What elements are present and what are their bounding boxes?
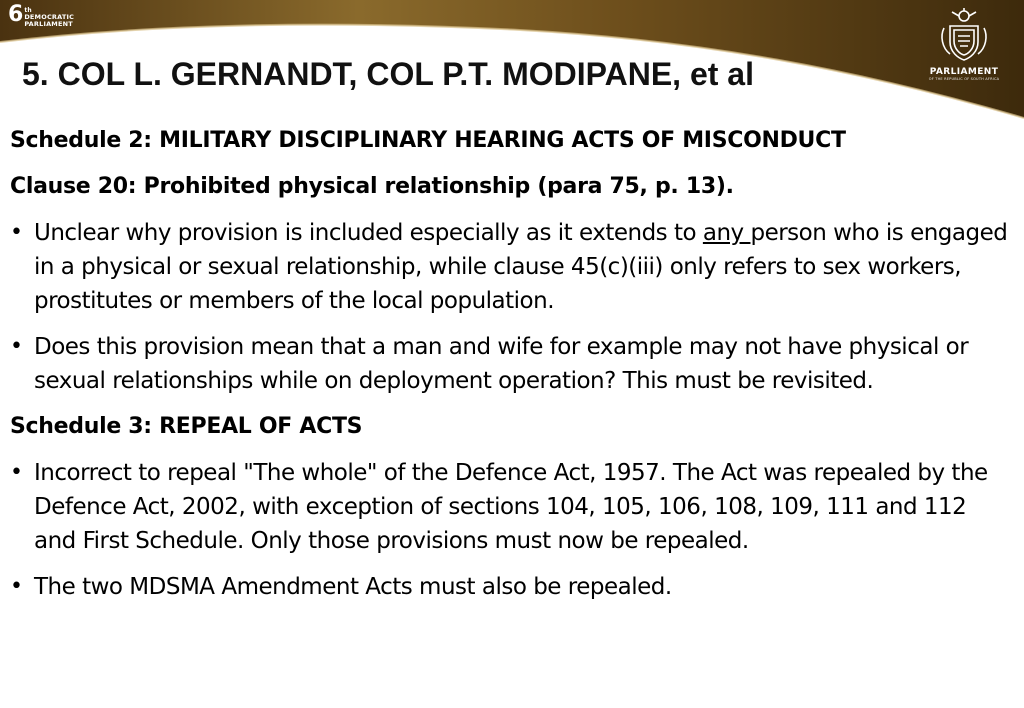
slide-body <box>10 124 1010 616</box>
bullet-glyph: • <box>10 574 23 599</box>
bullet-glyph: • <box>10 460 23 485</box>
crest-label: PARLIAMENT <box>929 67 999 77</box>
clause20-heading: Clause 20: Prohibited physical relationship (para 75, p. 13). <box>10 174 734 199</box>
parliament-crest <box>928 8 1000 92</box>
bullet3-text: Incorrect to repeal "The whole" of the Defence Act, 1957. The Act was repealed by the Defence Act, 2002, with exception of sections 104, 105, 106, 108, 109, 111 and 112 and First Schedule. Only those provisions must now be repealed. <box>34 460 988 554</box>
bullet-glyph: • <box>10 334 23 359</box>
bullet-item <box>10 456 1010 558</box>
bullet-glyph: • <box>10 220 23 245</box>
bullet-item <box>10 330 1010 398</box>
crest-sublabel: OF THE REPUBLIC OF SOUTH AFRICA <box>928 77 1000 81</box>
bullet4-text: The two MDSMA Amendment Acts must also be repealed. <box>34 574 672 600</box>
bullet-item <box>10 216 1010 318</box>
crest-icon <box>938 8 990 62</box>
slide-title: 5. COL L. GERNANDT, COL P.T. MODIPANE, et al <box>22 56 754 92</box>
sixth-parliament-logo <box>8 4 74 28</box>
bullet-text <box>34 216 1010 318</box>
schedule3-heading: Schedule 3: REPEAL OF ACTS <box>10 414 363 439</box>
logo-superscript: th <box>24 7 32 14</box>
bullet1-text-after: person who is engaged in a physical or sexual relationship, while clause 45(c)(iii) only refers to sex workers, prostitutes or members of the local population. <box>34 220 1008 314</box>
logo-line1: DEMOCRATIC <box>24 13 75 21</box>
bullet2-text: Does this provision mean that a man and wife for example may not have physical or sexual relationships while on deployment operation? This must be revisited. <box>34 334 969 394</box>
bullet-item <box>10 570 1010 604</box>
bullet1-text-before: Unclear why provision is included especially as it extends to <box>34 220 703 246</box>
schedule2-heading: Schedule 2: MILITARY DISCIPLINARY HEARING ACTS OF MISCONDUCT <box>10 128 846 153</box>
logo-line2: PARLIAMENT <box>24 20 73 28</box>
bullet1-underlined-text: any <box>702 220 751 246</box>
logo-number: 6 <box>8 2 24 27</box>
